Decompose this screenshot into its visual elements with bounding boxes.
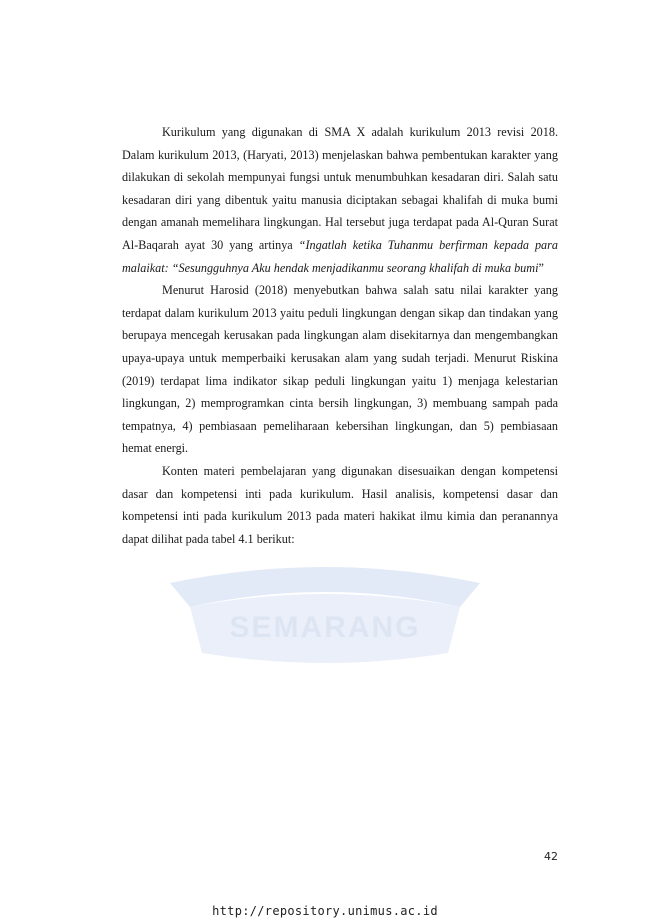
paragraph-1 (122, 121, 558, 279)
paragraph-2: Menurut Harosid (2018) menyebutkan bahwa salah satu nilai karakter yang terdapat dalam kurikulum 2013 yaitu peduli lingkungan dengan sikap dan tindakan yang berupaya mencegah kerusakan pada lingkungan alam disekitarnya dan mengembangkan upaya-upaya untuk memperbaiki kerusakan alam yang sudah terjadi. Menurut Riskina (2019) terdapat lima indikator sikap peduli lingkungan yaitu 1) menjaga kelestarian lingkungan, 2) memprogramkan cinta bersih lingkungan, 3) membuang sampah pada tempatnya, 4) pembiasaan pemeliharaan kebersihan lingkungan, dan 5) pembiasaan hemat energi. (122, 283, 558, 456)
quote-close-mark: ” (538, 260, 544, 275)
page-number: 42 (544, 850, 558, 863)
repository-url[interactable]: http://repository.unimus.ac.id (212, 904, 438, 918)
watermark-text: SEMARANG (229, 611, 421, 644)
quran-quote: “Ingatlah ketika Tuhanmu berfirman kepada para malaikat: “Sesungguhnya Aku hendak menjadikanmu seorang khalifah di muka bumi (122, 237, 558, 275)
paragraph-1-text: Kurikulum yang digunakan di SMA X adalah kurikulum 2013 revisi 2018. Dalam kurikulum 2013, (Haryati, 2013) menjelaskan bahwa pembentukan karakter yang dilakukan di sekolah mempunyai fungsi untuk menumbuhkan kesadaran diri. Salah satu kesadaran diri yang dibentuk yaitu manusia diciptakan sebagai khalifah di muka bumi dengan amanah memelihara lingkungan. Hal tersebut juga terdapat pada Al-Quran Surat Al-Baqarah ayat 30 yang artinya (122, 125, 558, 252)
university-watermark-logo (160, 555, 490, 665)
paragraph-3: Konten materi pembelajaran yang digunakan disesuaikan dengan kompetensi dasar dan kompetensi inti pada kurikulum. Hasil analisis, kompetensi dasar dan kompetensi inti pada kurikulum 2013 pada materi hakikat ilmu kimia dan peranannya dapat dilihat pada tabel 4.1 berikut: (122, 463, 558, 546)
body-text (122, 121, 558, 550)
